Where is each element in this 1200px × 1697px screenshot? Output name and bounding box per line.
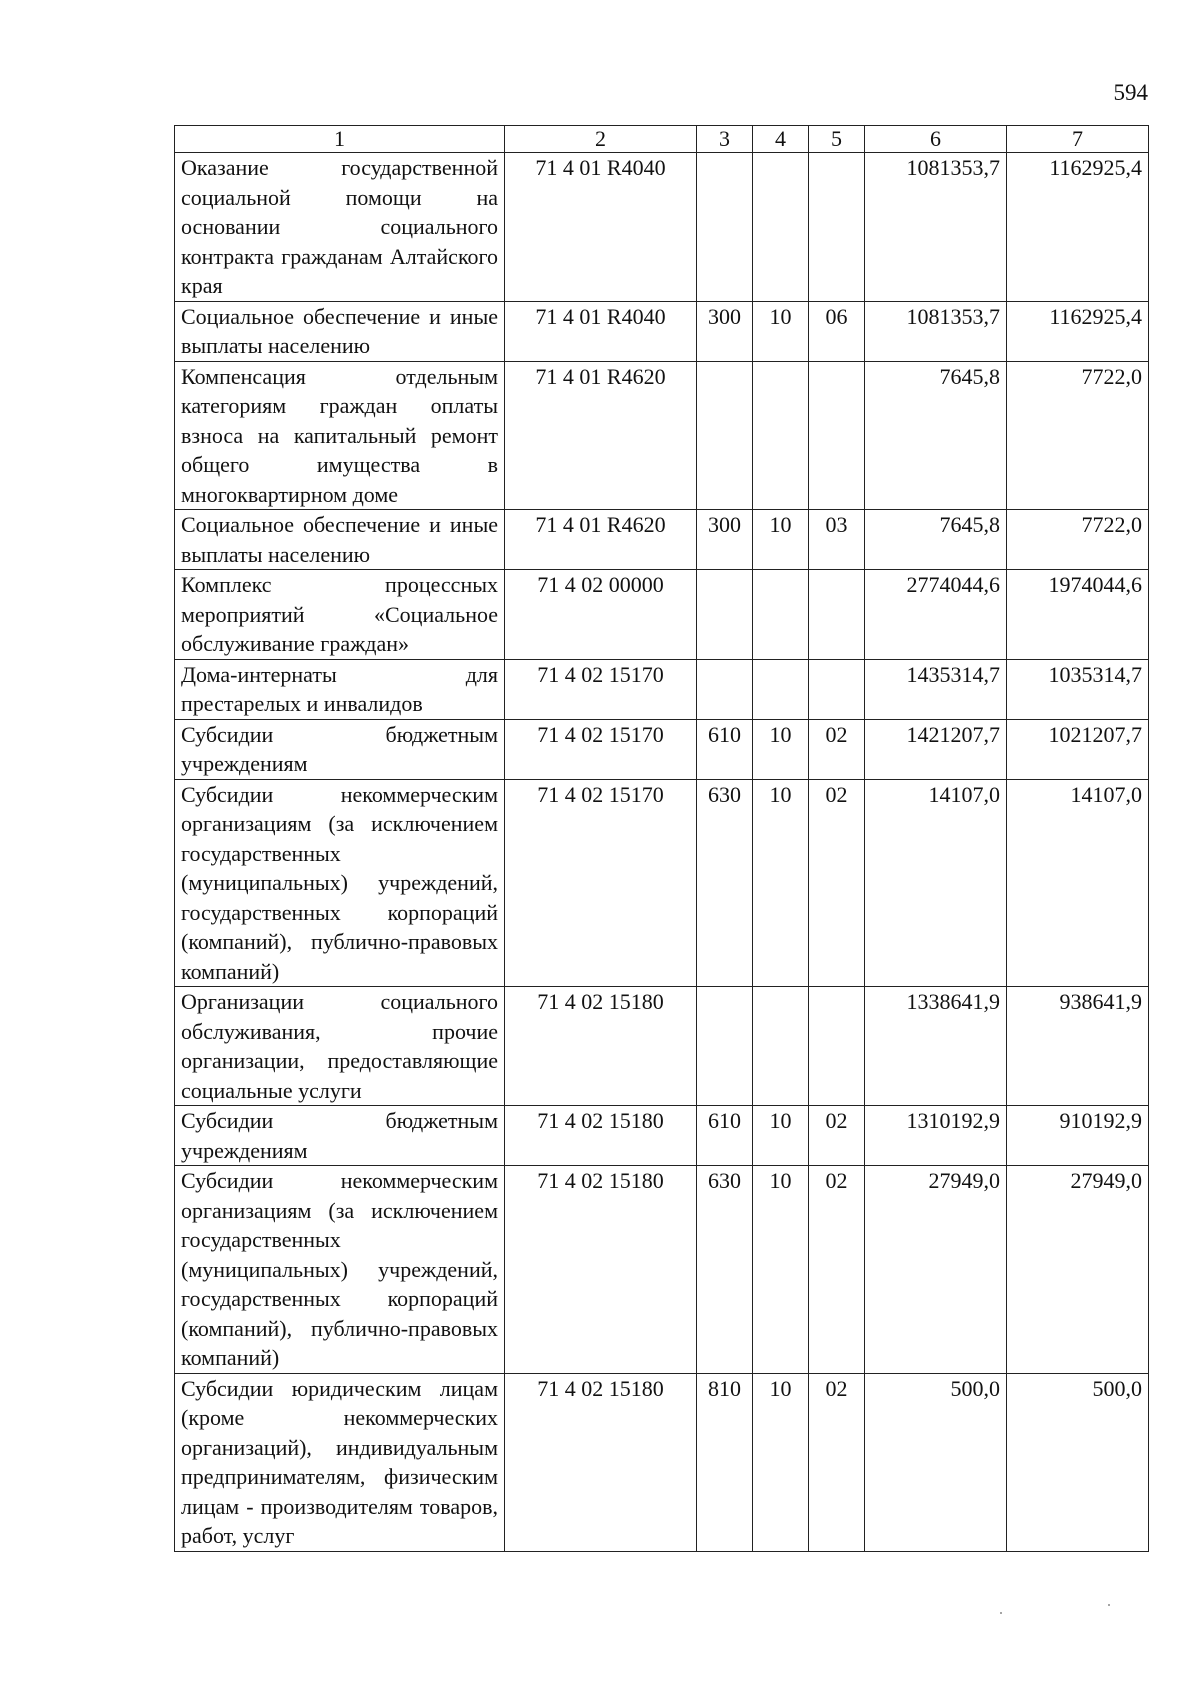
row-col5-cell: 06 bbox=[809, 301, 865, 361]
row-col3-cell: 810 bbox=[697, 1373, 753, 1551]
row-code-cell: 71 4 01 R4620 bbox=[505, 361, 697, 510]
column-header-5: 5 bbox=[809, 126, 865, 153]
column-header-6: 6 bbox=[865, 126, 1007, 153]
row-col7-cell: 1974044,6 bbox=[1007, 570, 1149, 660]
table-row bbox=[175, 779, 1149, 987]
row-name-cell: Социальное обеспечение и иные выплаты населению bbox=[175, 301, 505, 361]
row-col6-cell: 1338641,9 bbox=[865, 987, 1007, 1106]
scan-speck bbox=[1000, 1612, 1002, 1614]
row-name-cell: Субсидии некоммерческим организациям (за исключением государственных (муниципальных) учреждений, государственных корпораций (компаний), публично-правовых компаний) bbox=[175, 779, 505, 987]
row-code-cell: 71 4 02 15180 bbox=[505, 1106, 697, 1166]
row-col5-cell: 02 bbox=[809, 1373, 865, 1551]
row-col6-cell: 14107,0 bbox=[865, 779, 1007, 987]
row-col5-cell: 02 bbox=[809, 1166, 865, 1374]
row-col4-cell: 10 bbox=[753, 301, 809, 361]
row-name-cell: Комплекс процессных мероприятий «Социальное обслуживание граждан» bbox=[175, 570, 505, 660]
row-col7-cell: 7722,0 bbox=[1007, 510, 1149, 570]
row-code-cell: 71 4 01 R4040 bbox=[505, 301, 697, 361]
column-header-7: 7 bbox=[1007, 126, 1149, 153]
row-col3-cell bbox=[697, 361, 753, 510]
row-col3-cell bbox=[697, 153, 753, 302]
row-col7-cell: 1162925,4 bbox=[1007, 301, 1149, 361]
row-code-cell: 71 4 02 15180 bbox=[505, 987, 697, 1106]
row-col6-cell: 1421207,7 bbox=[865, 719, 1007, 779]
row-col6-cell: 27949,0 bbox=[865, 1166, 1007, 1374]
column-header-4: 4 bbox=[753, 126, 809, 153]
row-name-cell: Компенсация отдельным категориям граждан оплаты взноса на капитальный ремонт общего имущества в многоквартирном доме bbox=[175, 361, 505, 510]
table-header-row bbox=[175, 126, 1149, 153]
table-row bbox=[175, 659, 1149, 719]
row-col5-cell: 02 bbox=[809, 779, 865, 987]
row-col6-cell: 500,0 bbox=[865, 1373, 1007, 1551]
row-col6-cell: 7645,8 bbox=[865, 361, 1007, 510]
row-col7-cell: 500,0 bbox=[1007, 1373, 1149, 1551]
row-name-cell: Социальное обеспечение и иные выплаты населению bbox=[175, 510, 505, 570]
row-col6-cell: 2774044,6 bbox=[865, 570, 1007, 660]
table-row bbox=[175, 1373, 1149, 1551]
row-col5-cell bbox=[809, 659, 865, 719]
row-col3-cell: 300 bbox=[697, 301, 753, 361]
row-col4-cell: 10 bbox=[753, 1373, 809, 1551]
row-code-cell: 71 4 02 00000 bbox=[505, 570, 697, 660]
table-row bbox=[175, 987, 1149, 1106]
row-col3-cell: 630 bbox=[697, 1166, 753, 1374]
row-name-cell: Дома-интернаты для престарелых и инвалидов bbox=[175, 659, 505, 719]
row-col7-cell: 1162925,4 bbox=[1007, 153, 1149, 302]
row-code-cell: 71 4 01 R4040 bbox=[505, 153, 697, 302]
row-col4-cell bbox=[753, 153, 809, 302]
table-row bbox=[175, 153, 1149, 302]
row-col3-cell: 630 bbox=[697, 779, 753, 987]
column-header-3: 3 bbox=[697, 126, 753, 153]
row-code-cell: 71 4 02 15180 bbox=[505, 1166, 697, 1374]
row-name-cell: Субсидии бюджетным учреждениям bbox=[175, 719, 505, 779]
row-col7-cell: 7722,0 bbox=[1007, 361, 1149, 510]
table-row bbox=[175, 301, 1149, 361]
row-col3-cell: 610 bbox=[697, 1106, 753, 1166]
row-col5-cell bbox=[809, 361, 865, 510]
row-col4-cell bbox=[753, 659, 809, 719]
row-code-cell: 71 4 02 15170 bbox=[505, 659, 697, 719]
row-col7-cell: 938641,9 bbox=[1007, 987, 1149, 1106]
row-col4-cell bbox=[753, 361, 809, 510]
table-body bbox=[175, 153, 1149, 1552]
row-code-cell: 71 4 02 15180 bbox=[505, 1373, 697, 1551]
table-row bbox=[175, 510, 1149, 570]
row-name-cell: Субсидии бюджетным учреждениям bbox=[175, 1106, 505, 1166]
row-col5-cell bbox=[809, 987, 865, 1106]
row-col3-cell bbox=[697, 659, 753, 719]
row-col4-cell: 10 bbox=[753, 779, 809, 987]
row-col7-cell: 910192,9 bbox=[1007, 1106, 1149, 1166]
row-col4-cell bbox=[753, 987, 809, 1106]
column-header-2: 2 bbox=[505, 126, 697, 153]
row-col6-cell: 1435314,7 bbox=[865, 659, 1007, 719]
row-name-cell: Субсидии юридическим лицам (кроме некоммерческих организаций), индивидуальным предпринимателям, физическим лицам - производителям товаров, работ, услуг bbox=[175, 1373, 505, 1551]
row-col5-cell: 02 bbox=[809, 1106, 865, 1166]
row-col6-cell: 1081353,7 bbox=[865, 153, 1007, 302]
row-col4-cell: 10 bbox=[753, 1166, 809, 1374]
table-row bbox=[175, 1166, 1149, 1374]
page-number: 594 bbox=[1113, 80, 1148, 105]
row-col4-cell: 10 bbox=[753, 1106, 809, 1166]
row-col7-cell: 1035314,7 bbox=[1007, 659, 1149, 719]
row-col7-cell: 27949,0 bbox=[1007, 1166, 1149, 1374]
row-col5-cell bbox=[809, 570, 865, 660]
row-col5-cell: 03 bbox=[809, 510, 865, 570]
row-col4-cell: 10 bbox=[753, 510, 809, 570]
row-col3-cell bbox=[697, 987, 753, 1106]
row-col6-cell: 1310192,9 bbox=[865, 1106, 1007, 1166]
row-name-cell: Субсидии некоммерческим организациям (за исключением государственных (муниципальных) учреждений, государственных корпораций (компаний), публично-правовых компаний) bbox=[175, 1166, 505, 1374]
budget-table bbox=[174, 125, 1149, 1552]
row-col7-cell: 14107,0 bbox=[1007, 779, 1149, 987]
row-col5-cell: 02 bbox=[809, 719, 865, 779]
row-col3-cell: 300 bbox=[697, 510, 753, 570]
row-name-cell: Оказание государственной социальной помощи на основании социального контракта гражданам Алтайского края bbox=[175, 153, 505, 302]
table-row bbox=[175, 570, 1149, 660]
row-code-cell: 71 4 02 15170 bbox=[505, 779, 697, 987]
row-col4-cell: 10 bbox=[753, 719, 809, 779]
table-row bbox=[175, 1106, 1149, 1166]
scan-speck bbox=[1108, 1604, 1110, 1606]
row-col4-cell bbox=[753, 570, 809, 660]
row-col7-cell: 1021207,7 bbox=[1007, 719, 1149, 779]
row-code-cell: 71 4 01 R4620 bbox=[505, 510, 697, 570]
row-col3-cell bbox=[697, 570, 753, 660]
row-name-cell: Организации социального обслуживания, прочие организации, предоставляющие социальные услуги bbox=[175, 987, 505, 1106]
table-row bbox=[175, 361, 1149, 510]
column-header-1: 1 bbox=[175, 126, 505, 153]
row-code-cell: 71 4 02 15170 bbox=[505, 719, 697, 779]
row-col6-cell: 7645,8 bbox=[865, 510, 1007, 570]
row-col6-cell: 1081353,7 bbox=[865, 301, 1007, 361]
row-col5-cell bbox=[809, 153, 865, 302]
table-row bbox=[175, 719, 1149, 779]
row-col3-cell: 610 bbox=[697, 719, 753, 779]
